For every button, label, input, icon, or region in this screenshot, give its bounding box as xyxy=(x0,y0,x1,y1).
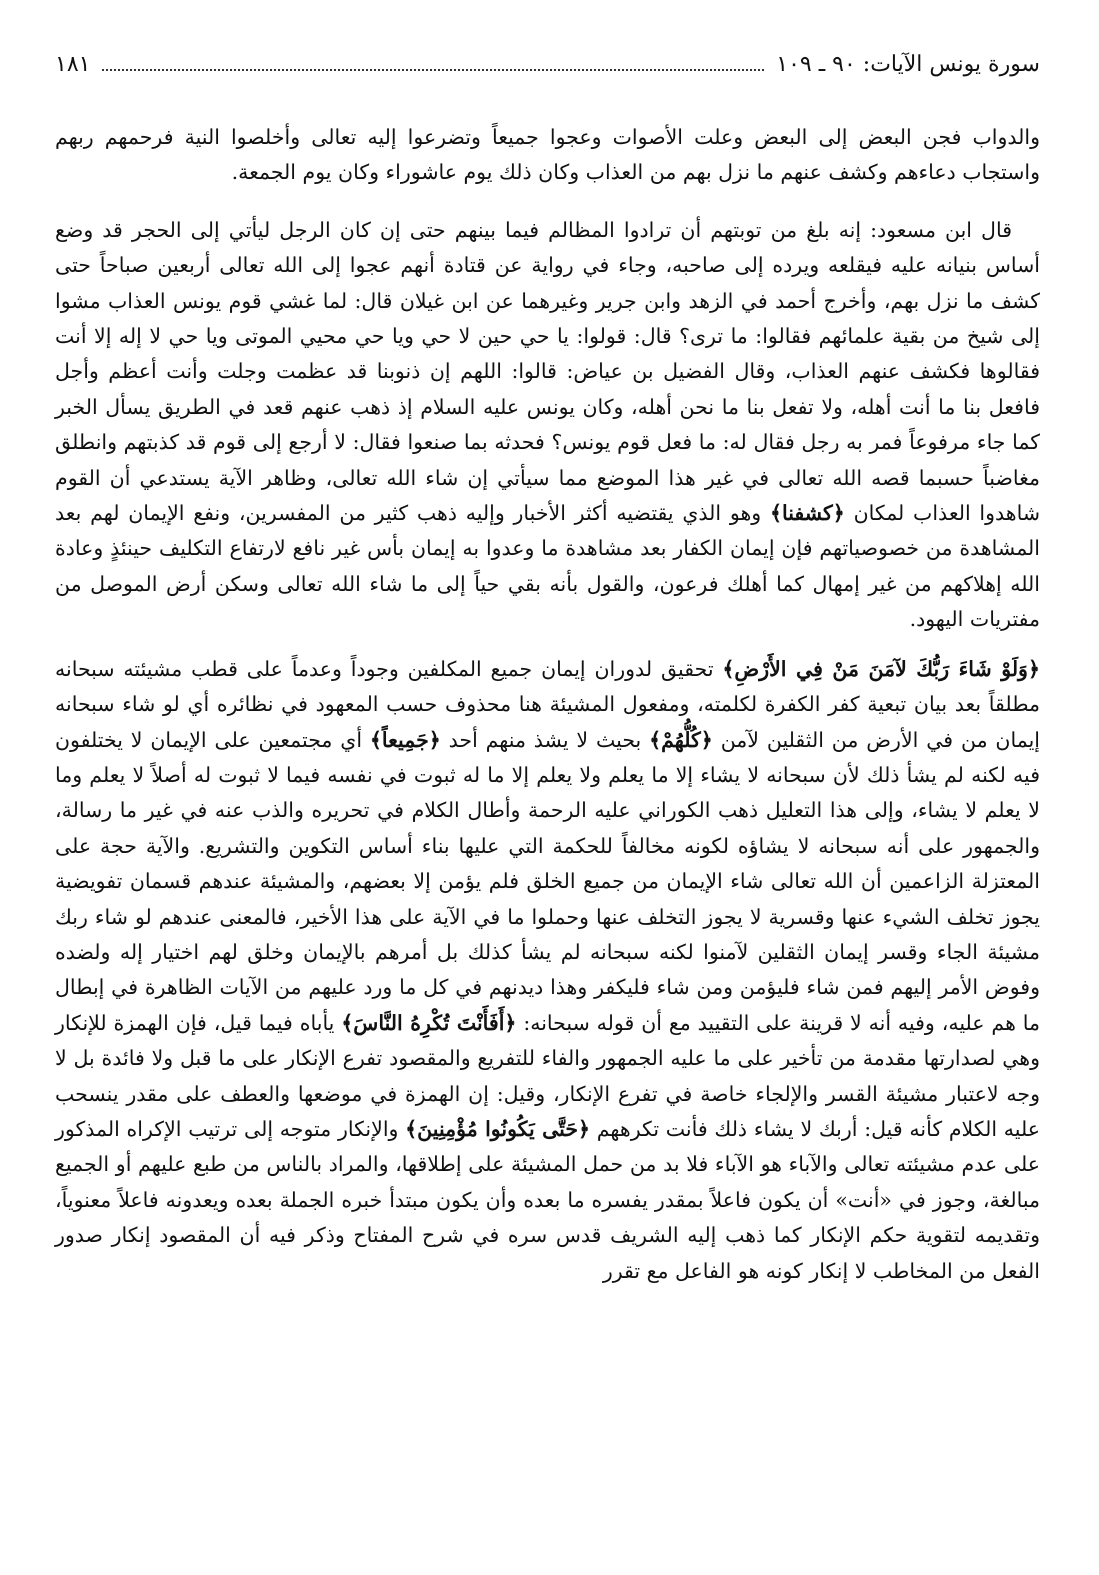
quran-quote: ﴿أَفَأَنْتَ تُكْرِهُ النَّاسَ﴾ xyxy=(341,1010,517,1035)
page-number: ١٨١ xyxy=(55,52,91,77)
commentary-text: أي مجتمعين على الإيمان لا يختلفون فيه لكنه لم يشأ ذلك لأن سبحانه لا يشاء إلا ما يعلم ولا يعلم إلا ما له ثبوت في نفسه فيما لا ثبوت له أصلاً لا يعلم وما لا يعلم لا يشاء، وإلى هذا التعليل ذهب الكوراني عليه الرحمة وأطال الكلام في تحريره والذب عنه في غير ما رسالة، والجمهور على أنه سبحانه لا يشاؤه لكونه مخالفاً للحكمة التي عليها بناء أساس التكوين والتشريع. والآية حجة على المعتزلة الزاعمين أن الله تعالى شاء الإيمان من جميع الخلق فلم يؤمن إلا بعضهم، والمشيئة عندهم قسمان تفويضية يجوز تخلف الشيء عنها وقسرية لا يجوز التخلف عنها وحملوا ما في الآية على هذا الأخير، فالمعنى عندهم لو شاء ربك مشيئة الجاء وقسر إيمان الثقلين لآمنوا لكنه سبحانه لم يشأ كذلك بل أمرهم بالإيمان وخلق لهم اختيار إله ولضده وفوض الأمر إليهم فمن شاء فليؤمن ومن شاء فليكفر وهذا ديدنهم في كل ما ورد عليهم من الآيات الظاهرة في إبطال ما هم عليه، وفيه أنه لا قرينة على التقييد مع أن قوله سبحانه: xyxy=(55,727,1040,1035)
commentary-text: بحيث لا يشذ منهم أحد xyxy=(440,727,650,752)
paragraph-3 xyxy=(55,652,1040,1289)
quran-quote: ﴿جَمِيعاً﴾ xyxy=(369,727,441,752)
commentary-text: والإنكار متوجه إلى ترتيب الإكراه المذكور على عدم مشيئته تعالى والآباء هو الآباء فلا بد من حمل المشيئة على إطلاقها، والمراد بالناس من طبع عليهم أو الجميع مبالغة، وجوز في «أنت» أن يكون فاعلاً بمقدر يفسره ما بعده وأن يكون مبتدأ خبره الجملة بعده ويعدونه فاعلاً معنوياً، وتقديمه لتقوية حكم الإنكار كما ذهب إليه الشريف قدس سره في شرح المفتاح وذكر فيه أن المقصود إنكار صدور الفعل من المخاطب لا إنكار كونه هو الفاعل مع تقرر xyxy=(55,1116,1040,1283)
commentary-text: وهو الذي يقتضيه أكثر الأخبار وإليه ذهب كثير من المفسرين، ونفع الإيمان لهم بعد المشاهدة من خصوصياتهم فإن إيمان الكفار بعد مشاهدة ما وعدوا به إيمان بأس غير نافع لارتفاع التكليف حينئذٍ وعادة الله إهلاكهم من غير إمهال كما أهلك فرعون، والقول بأنه بقي حياً إلى ما شاء الله تعالى وسكن أرض الموصل من مفتريات اليهود. xyxy=(55,501,1040,632)
commentary-text: قال ابن مسعود: إنه بلغ من توبتهم أن ترادوا المظالم فيما بينهم حتى إن كان الرجل ليأتي إلى الحجر قد وضع أساس بنيانه عليه فيقلعه ويرده إلى صاحبه، وجاء في رواية عن قتادة أنهم عجوا إلى الله تعالى أربعين صباحاً حتى كشف ما نزل بهم، وأخرج أحمد في الزهد وابن جرير وغيرهما عن ابن غيلان قال: لما غشي قوم يونس العذاب مشوا إلى شيخ من بقية علمائهم فقالوا: ما ترى؟ قال: قولوا: يا حي حين لا حي ويا حي محيي الموتى ويا حي لا إله إلا أنت فقالوها فكشف عنهم العذاب، وقال الفضيل بن عياض: قالوا: اللهم إن ذنوبنا قد عظمت وجلت وأنت أعظم وأجل فافعل بنا ما أنت أهله، ولا تفعل بنا ما نحن أهله، وكان يونس عليه السلام إذ ذهب عنهم قعد في الطريق يسأل الخبر كما جاء مرفوعاً فمر به رجل فقال له: ما فعل قوم يونس؟ فحدثه بما صنعوا فقال: لا أرجع إلى قوم قد كذبتهم وانطلق مغاضباً حسبما قصه الله تعالى في غير هذا الموضع مما سيأتي إن شاء الله تعالى، وظاهر الآية يستدعي أن القوم شاهدوا العذاب لمكان xyxy=(55,217,1040,526)
quran-quote: ﴿وَلَوْ شَاءَ رَبُّكَ لآمَنَ مَنْ فِي الأَرْضِ﴾ xyxy=(722,656,1040,681)
paragraph-1 xyxy=(55,120,1040,191)
commentary-text: يأباه فيما قيل، فإن الهمزة للإنكار وهي لصدارتها مقدمة من تأخير على ما عليه الجمهور والفاء للتفريع والمقصود تفرع الإنكار على ما قبل ولا فائدة بل لا وجه لاعتبار مشيئة القسر والإلجاء خاصة في تفرع الإنكار، وقيل: إن الهمزة في موضعها والعطف على مقدر ينسحب عليه الكلام كأنه قيل: أربك لا يشاء ذلك فأنت تكرههم xyxy=(55,1010,1040,1141)
commentary-text: تحقيق لدوران إيمان جميع المكلفين وجوداً وعدماً على قطب مشيئته سبحانه مطلقاً بعد بيان تبعية كفر الكفرة لكلمته، ومفعول المشيئة هنا محذوف حسب المعهود في نظائره أي لو شاء سبحانه إيمان من في الأرض من الثقلين لآمن xyxy=(55,656,1040,752)
book-page xyxy=(55,52,1040,1552)
paragraph-2 xyxy=(55,213,1040,638)
running-header xyxy=(55,52,1040,96)
quran-quote: ﴿كُلُّهُمْ﴾ xyxy=(649,727,713,752)
quran-quote: ﴿كشفنا﴾ xyxy=(769,501,845,526)
commentary-text: والدواب فجن البعض إلى البعض وعلت الأصوات وعجوا جميعاً وتضرعوا إليه تعالى وأخلصوا النية فرحمهم ربهم واستجاب دعاءهم وكشف عنهم ما نزل بهم من العذاب وكان ذلك يوم عاشوراء وكان يوم الجمعة. xyxy=(55,125,1040,185)
dotted-leader xyxy=(102,68,764,71)
surah-header-title: سورة يونس الآيات: ٩٠ ـ ١٠٩ xyxy=(776,52,1040,77)
quran-quote: ﴿حَتَّى يَكُونُوا مُؤْمِنِينَ﴾ xyxy=(405,1116,591,1141)
